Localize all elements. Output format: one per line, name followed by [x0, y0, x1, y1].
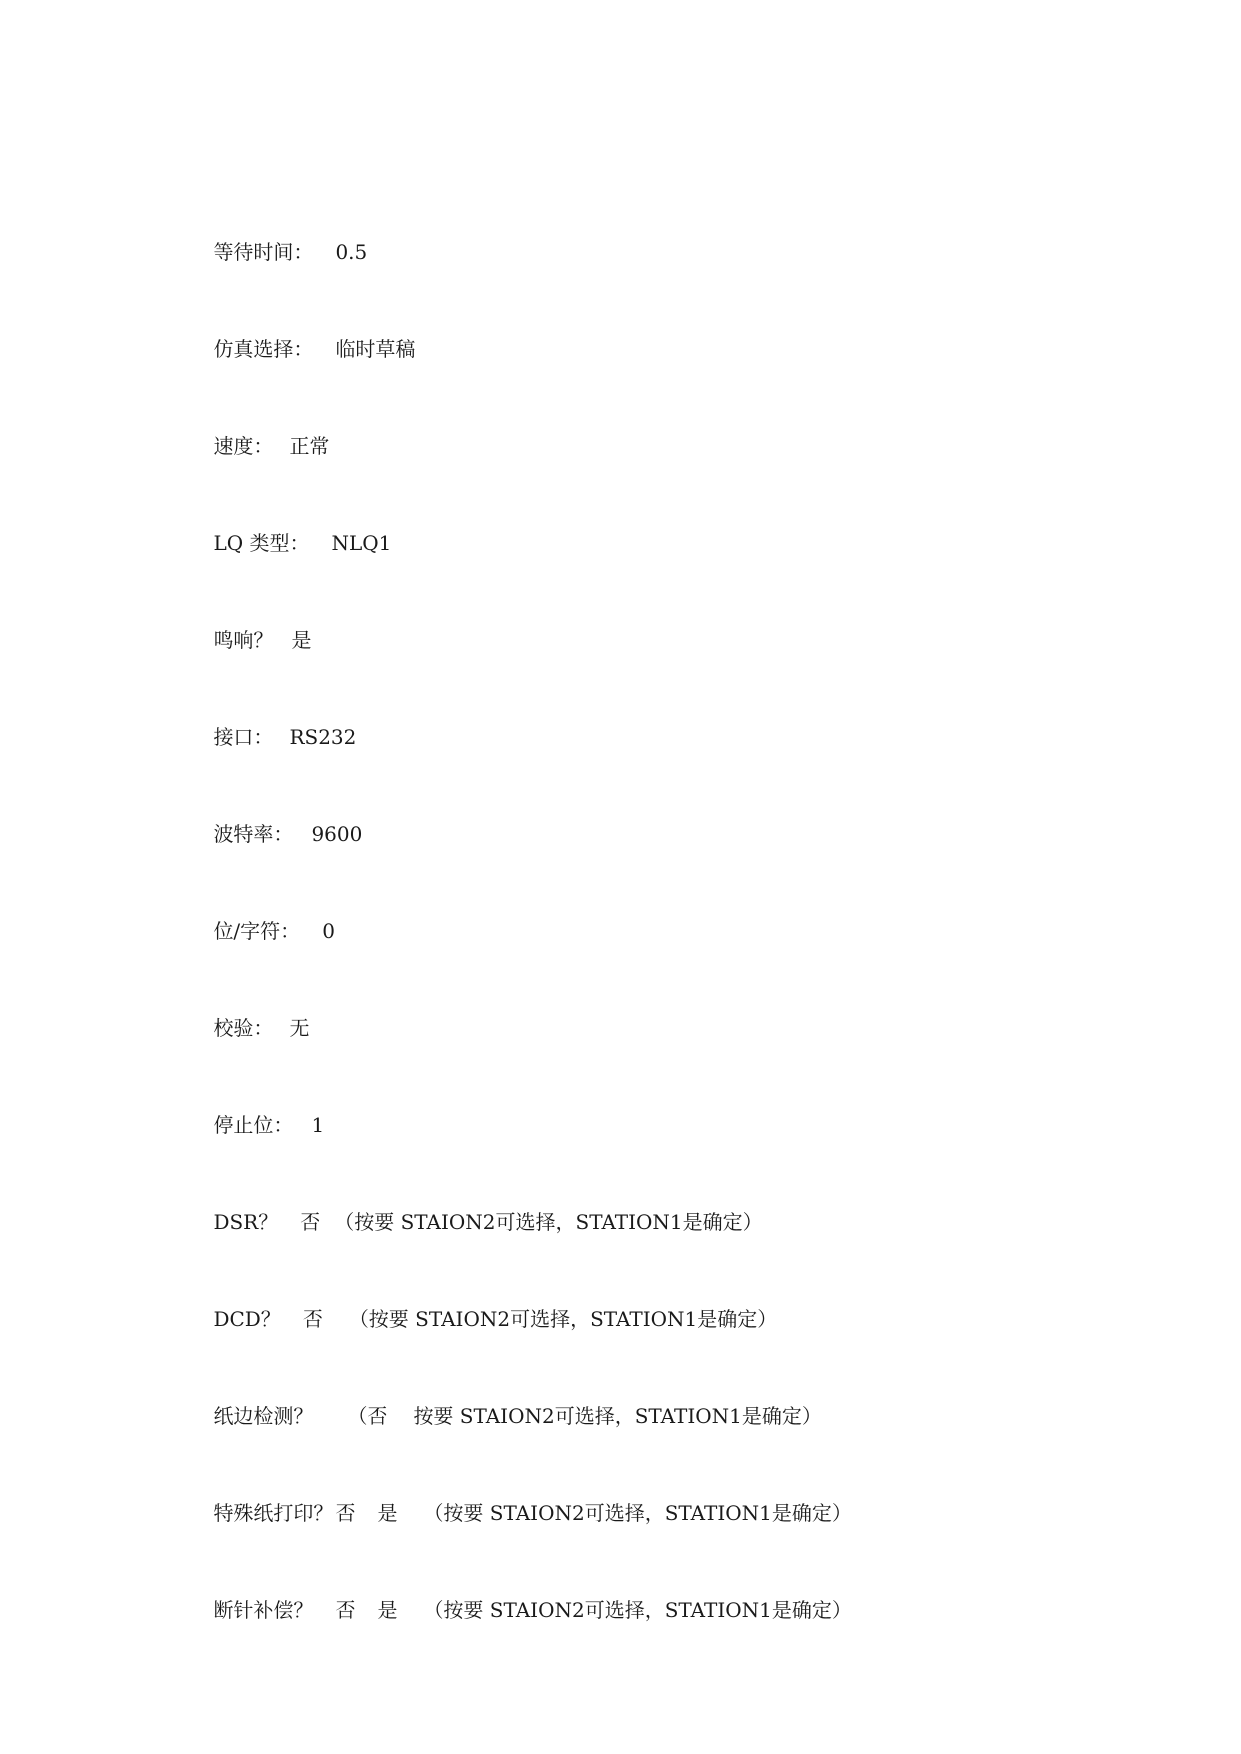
setting-line-dsr: [188, 1177, 763, 1234]
setting-line-special-paper-print: [188, 1468, 852, 1525]
setting-line-interface: [188, 692, 357, 749]
setting-value: 否: [335, 1501, 356, 1525]
setting-value: 0: [322, 919, 335, 943]
setting-value: 是: [291, 628, 312, 652]
setting-value: 无: [289, 1016, 310, 1040]
setting-value: 临时草稿: [335, 337, 416, 361]
setting-value: （否: [347, 1404, 388, 1428]
setting-label: 停止位：: [213, 1113, 294, 1137]
setting-line-wait-time: [188, 207, 368, 264]
setting-note: （按要 STAION2可选择，STATION1是确定）: [348, 1307, 778, 1331]
setting-value-alt: 是: [377, 1501, 398, 1525]
setting-note: （按要 STAION2可选择，STATION1是确定）: [423, 1598, 852, 1622]
setting-line-emulation: [188, 304, 416, 361]
setting-value: 否: [302, 1307, 323, 1331]
setting-label: DCD？: [213, 1307, 281, 1331]
setting-label: 速度：: [213, 434, 274, 458]
setting-line-lq-type: [188, 498, 392, 555]
setting-line-paper-edge-detect: [188, 1371, 822, 1428]
setting-value: 9600: [311, 822, 363, 846]
setting-label: 校验：: [213, 1016, 274, 1040]
setting-label: 波特率：: [213, 822, 294, 846]
setting-value: 否: [300, 1210, 321, 1234]
setting-label: 特殊纸打印？: [213, 1501, 334, 1525]
setting-line-parity: [188, 983, 310, 1040]
setting-note: （按要 STAION2可选择，STATION1是确定）: [334, 1210, 763, 1234]
setting-value-alt: 是: [377, 1598, 398, 1622]
setting-line-bits-per-char: [188, 886, 335, 943]
setting-line-stop-bits: [188, 1080, 325, 1137]
setting-value: 0.5: [335, 240, 368, 264]
setting-label: 等待时间：: [213, 240, 314, 264]
setting-value: 正常: [289, 434, 330, 458]
setting-note: 按要 STAION2可选择，STATION1是确定）: [413, 1404, 822, 1428]
setting-label: LQ 类型：: [213, 531, 310, 555]
setting-label: 鸣响？: [213, 628, 274, 652]
setting-line-baud-rate: [188, 789, 363, 846]
setting-note: （按要 STAION2可选择，STATION1是确定）: [423, 1501, 852, 1525]
setting-label: DSR？: [213, 1210, 279, 1234]
setting-label: 接口：: [213, 725, 274, 749]
setting-value: 否: [335, 1598, 356, 1622]
setting-label: 仿真选择：: [213, 337, 314, 361]
setting-line-beep: [188, 595, 312, 652]
setting-label: 断针补偿？: [213, 1598, 314, 1622]
setting-value: 1: [311, 1113, 325, 1137]
setting-label: 位/字符：: [213, 919, 301, 943]
setting-label: 纸边检测？: [213, 1404, 314, 1428]
setting-line-speed: [188, 401, 330, 458]
setting-line-broken-pin-compensation: [188, 1565, 852, 1622]
setting-line-dcd: [188, 1274, 778, 1331]
setting-value: RS232: [289, 725, 357, 749]
setting-value: NLQ1: [331, 531, 392, 555]
